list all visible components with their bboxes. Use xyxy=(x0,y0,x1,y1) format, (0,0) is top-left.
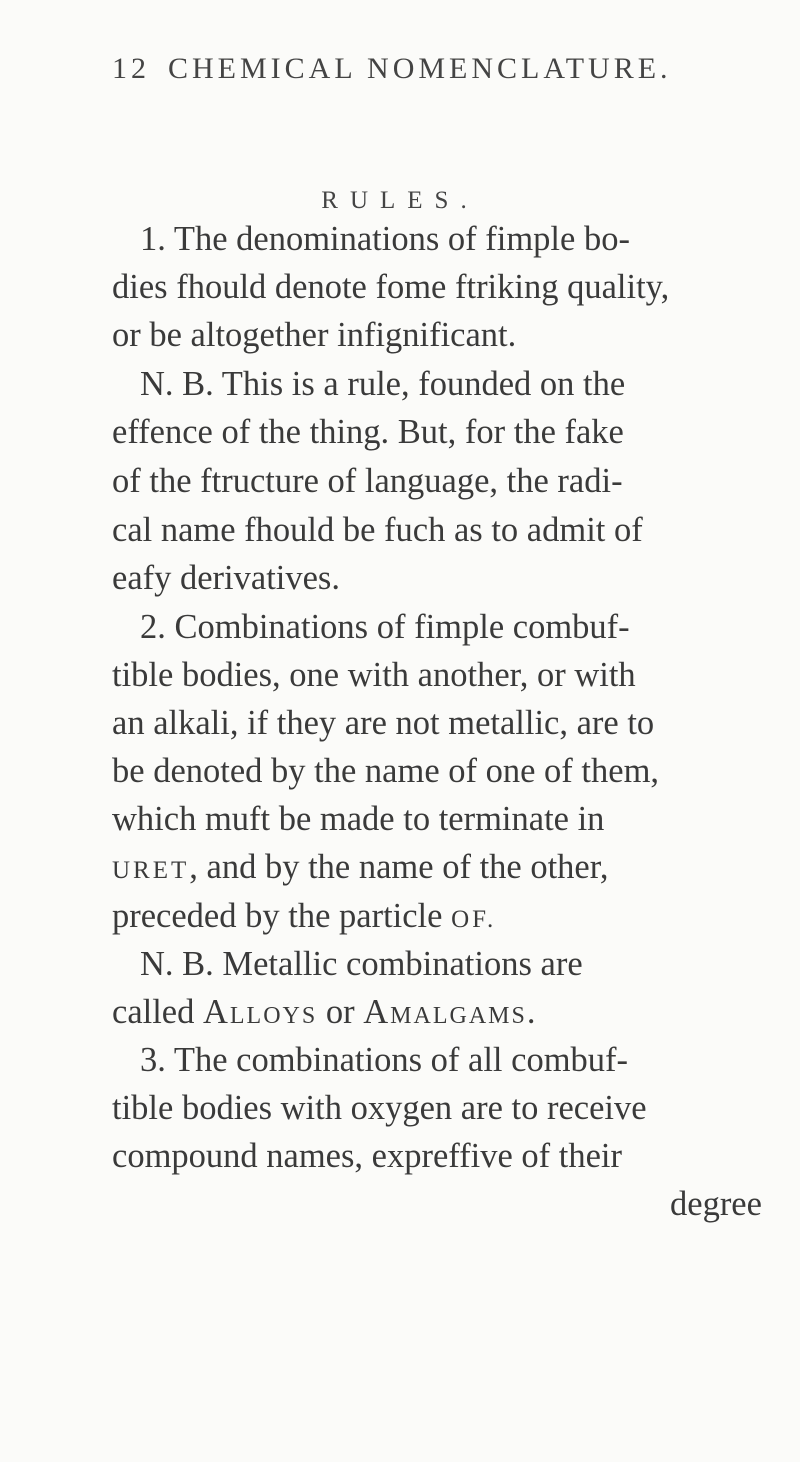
text-line: dies fhould denote fome ftriking quality, xyxy=(112,268,670,306)
small-caps-term: Amalgams. xyxy=(363,993,538,1031)
text-line: of the ftructure of language, the radi- xyxy=(112,462,623,500)
text-line: cal name fhould be fuch as to admit of xyxy=(112,511,643,549)
text-line xyxy=(112,993,537,1032)
text-line: 1. The denominations of fimple bo- xyxy=(140,220,630,258)
catchword: degree xyxy=(670,1185,762,1223)
text-fragment: , and by the name of the other, xyxy=(189,848,609,886)
text-fragment: called xyxy=(112,993,203,1031)
text-line: compound names, expreffive of their xyxy=(112,1137,622,1175)
section-title: RULES. xyxy=(321,187,479,214)
text-line: N. B. Metallic combinations are xyxy=(140,945,583,983)
small-caps-term: OF. xyxy=(451,906,497,933)
text-line xyxy=(112,848,608,887)
running-title: CHEMICAL NOMENCLATURE. xyxy=(168,52,672,85)
small-caps-term: Alloys xyxy=(202,993,318,1031)
small-caps-term: URET xyxy=(112,857,190,884)
text-line: or be altogether infignificant. xyxy=(112,316,517,354)
text-line: 3. The combinations of all combuf- xyxy=(140,1041,629,1079)
text-fragment: or xyxy=(317,993,364,1031)
text-line: N. B. This is a rule, founded on the xyxy=(140,365,626,403)
running-head xyxy=(112,52,672,86)
text-line: eafy derivatives. xyxy=(112,559,340,597)
text-fragment: preceded by the particle xyxy=(112,897,452,935)
text-line: 2. Combinations of fimple combuf- xyxy=(140,608,630,646)
text-line: which muft be made to terminate in xyxy=(112,800,605,838)
page-number: 12 xyxy=(112,52,150,85)
text-line: tible bodies, one with another, or with xyxy=(112,656,636,694)
text-line xyxy=(112,897,496,936)
text-line: effence of the thing. But, for the fake xyxy=(112,413,624,451)
text-line: be denoted by the name of one of them, xyxy=(112,752,660,790)
text-line: an alkali, if they are not metallic, are to xyxy=(112,704,655,742)
text-line: tible bodies with oxygen are to receive xyxy=(112,1089,647,1127)
